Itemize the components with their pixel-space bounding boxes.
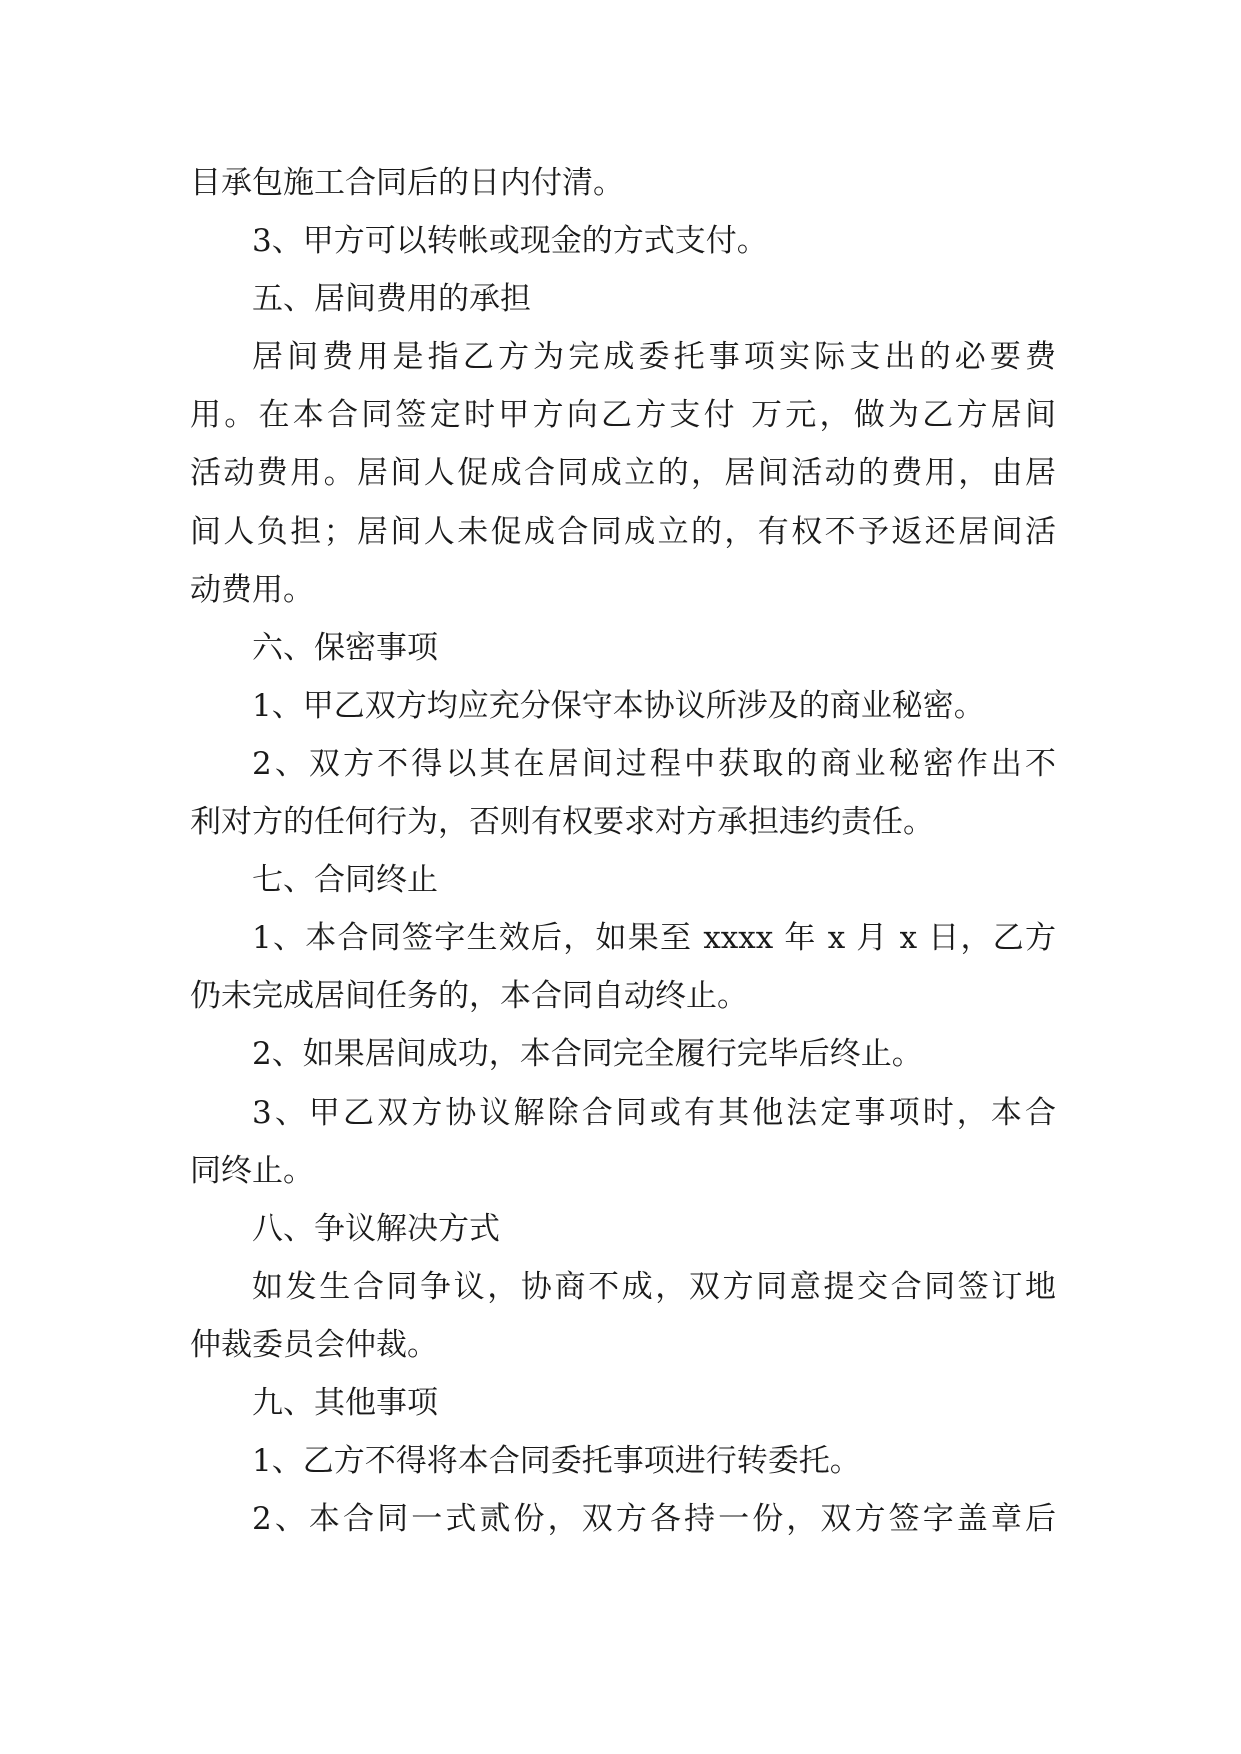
- text-line: 1、乙方不得将本合同委托事项进行转委托。: [252, 1443, 861, 1480]
- section-heading: 六、保密事项: [252, 629, 438, 666]
- text-line: 仍未完成居间任务的，本合同自动终止。: [190, 978, 748, 1015]
- text-line: 1、甲乙双方均应充分保守本协议所涉及的商业秘密。: [252, 687, 985, 724]
- text-line: 仲裁委员会仲裁。: [190, 1326, 438, 1363]
- text-line: 如发生合同争议，协商不成，双方同意提交合同签订地: [252, 1268, 1056, 1305]
- text-line: 3、甲乙双方协议解除合同或有其他法定事项时，本合: [252, 1094, 1056, 1131]
- text-line: 用。在本合同签定时甲方向乙方支付 万元，做为乙方居间: [190, 397, 1056, 434]
- text-line: 间人负担；居间人未促成合同成立的，有权不予返还居间活: [190, 513, 1056, 550]
- section-heading: 五、居间费用的承担: [252, 281, 531, 318]
- text-line: 动费用。: [190, 571, 314, 608]
- text-line: 居间费用是指乙方为完成委托事项实际支出的必要费: [252, 339, 1056, 376]
- text-line: 同终止。: [190, 1152, 314, 1189]
- section-heading: 八、争议解决方式: [252, 1210, 500, 1247]
- document-body: [190, 154, 1056, 1548]
- section-heading: 七、合同终止: [252, 862, 438, 899]
- text-line: 2、如果居间成功，本合同完全履行完毕后终止。: [252, 1036, 923, 1073]
- text-line: 活动费用。居间人促成合同成立的，居间活动的费用，由居: [190, 455, 1056, 492]
- text-line: 目承包施工合同后的日内付清。: [190, 165, 624, 201]
- text-line: 2、双方不得以其在居间过程中获取的商业秘密作出不: [252, 745, 1056, 782]
- text-line: 1、本合同签字生效后，如果至 xxxx 年 x 月 x 日，乙方: [252, 920, 1056, 957]
- text-line: 3、甲方可以转帐或现金的方式支付。: [252, 223, 768, 260]
- text-line: 利对方的任何行为，否则有权要求对方承担违约责任。: [190, 804, 934, 841]
- section-heading: 九、其他事项: [252, 1384, 438, 1421]
- text-line: 2、本合同一式贰份，双方各持一份，双方签字盖章后: [252, 1501, 1056, 1538]
